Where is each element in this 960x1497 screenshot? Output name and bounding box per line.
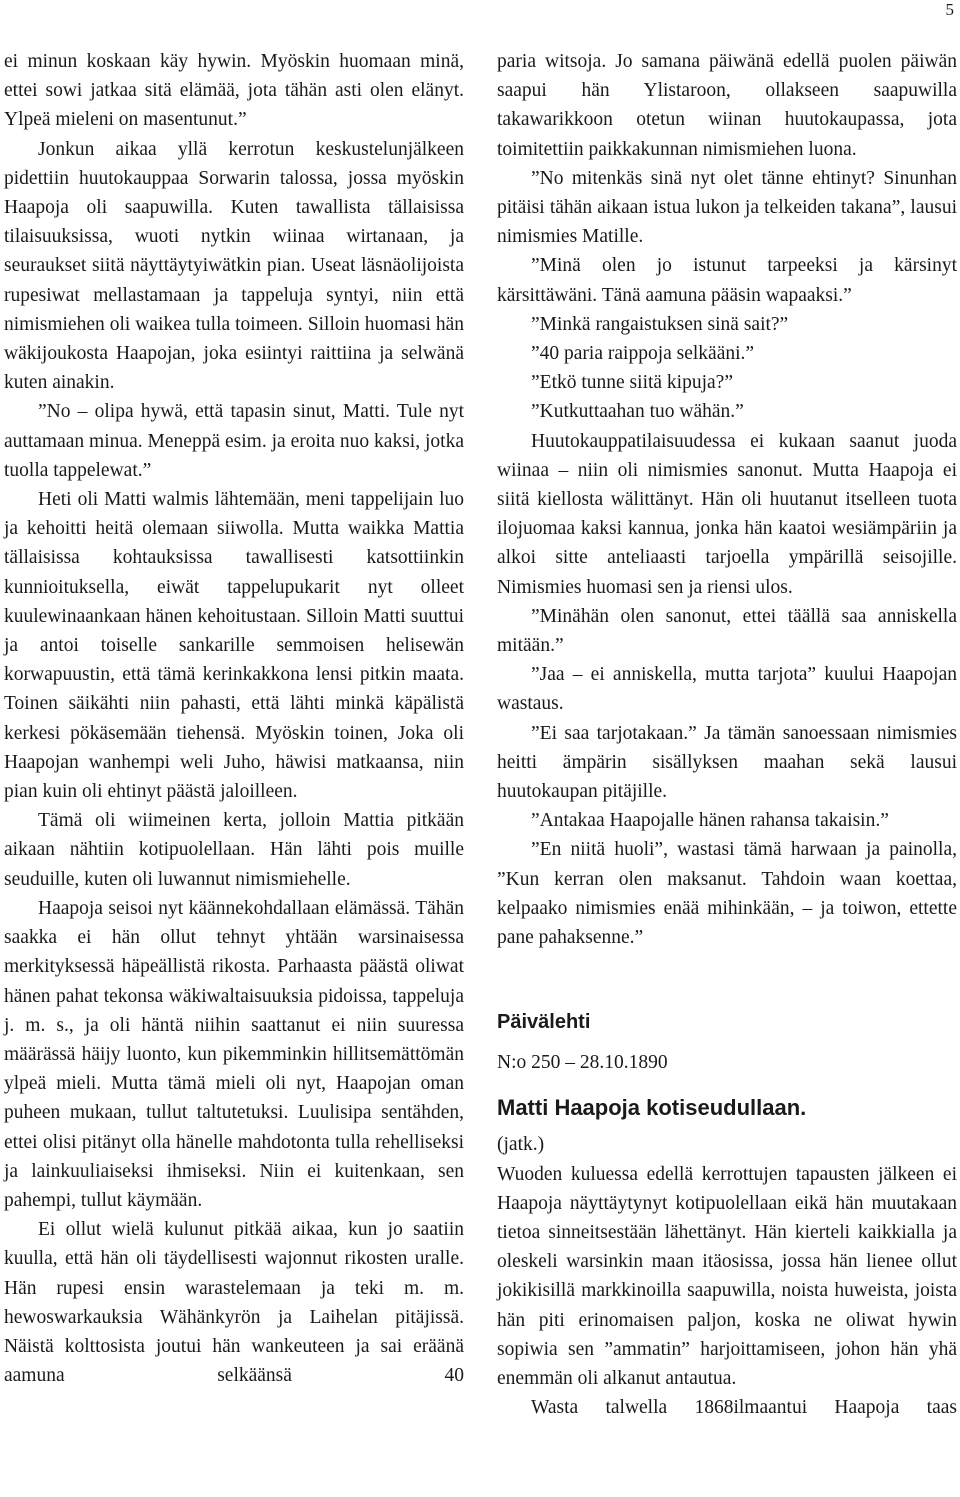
right-column [497, 47, 957, 1422]
paragraph: ei minun koskaan käy hywin. Myöskin huomaan minä, ettei sowi jatkaa sitä elämää, jota tähän asti olen elänyt. Ylpeä mieleni on masentunut.” [4, 51, 464, 131]
paragraph: paria witsoja. Jo samana päiwänä edellä puolen päiwän saapui hän Ylistaroon, ollakseen saapuwilla takawarikkoon otetun wiinan huutokaupassa, jota toimitettiin paikkakunnan nimismiehen luona. [497, 51, 957, 160]
paragraph: ”Minähän olen sanonut, ettei täällä saa anniskella mitään.” [497, 605, 957, 657]
issue-line: N:o 250 – 28.10.1890 [497, 1052, 668, 1074]
paragraph: ”Etkö tunne siitä kipuja?” [531, 372, 733, 394]
paragraph: ”No mitenkäs sinä nyt olet tänne ehtinyt? Sinunhan pitäisi tähän aikaan istua lukon ja telkeiden takana”, lausui nimismies Matille. [497, 167, 957, 248]
paragraph: Jonkun aikaa yllä kerrotun keskustelunjälkeen pidettiin huutokauppaa Sorwarin talossa, jossa myöskin Haapoja oli saapuwilla. Kuten tawallista tällaisissa tilaisuuksissa, wuoti nytkin wiinaa wirtanaan, ja seuraukset siitä näyttäytyiwätkin pian. Useat läsnäolijoista rupesiwat mellastamaan ja tappeluja syntyi, niin että nimismiehen oli waikea tulla toimeen. Silloin huomasi hän wäkijoukosta Haapojan, joka esiintyi raittiina ja selwänä kuten ainakin. [4, 138, 464, 394]
paragraph: ”En niitä huoli”, wastasi tämä harwaan ja painolla, ”Kun kerran olen maksanut. Tahdoin waan koettaa, kelpaako nimismies enää mihinkään, – ja toiwon, ettette pane pahaksenne.” [497, 839, 957, 949]
paragraph: Haapoja seisoi nyt käännekohdallaan elämässä. Tähän saakka ei hän ollut tehnyt yhtään warsinaisessa merkityksessä häpeällistä rikosta. Parhaasta päästä oliwat hänen pahat tekonsa wäkiwaltaisuuksia pidoissa, tappeluja j. m. s., ja oli häntä niihin saattanut ei niin suuressa määrässä häijy luonto, kun pikemminkin hillitsemättömän ylpeä mieli. Mutta tämä mieli oli nyt, Haapojan oman puheen mukaan, tullut taltutetuksi. Luulisipa sentähden, ettei olisi pitänyt olla hänelle mahdotonta tulla rehelliseksi ja lainkuuliaiseksi ihmiseksi. Niin ei kuitenkaan, sen pahempi, tullut käymään. [4, 897, 464, 1211]
paragraph: Tämä oli wiimeinen kerta, jolloin Mattia pitkään aikaan nähtiin kotipuolellaan. Hän lähti pois muille seuduille, kuten oli luwannut nimismiehelle. [4, 810, 464, 890]
page-number: 5 [945, 0, 954, 19]
paragraph: ”40 paria raippoja selkääni.” [531, 343, 755, 365]
paragraph: Wasta talwella 1868ilmaantui Haapoja taas [531, 1397, 957, 1419]
continued-label: (jatk.) [497, 1134, 545, 1156]
paragraph: Huutokauppatilaisuudessa ei kukaan saanut juoda wiinaa – niin oli nimismies sanonut. Mutta Haapoja ei siitä kiellosta wälittänyt. Hän oli huutanut itselleen tuota ilojuomaa kaksi kannua, jonka hän kaatoi wesiämpäriin ja alkoi sitte anteliaasti tarjoella ympärillä seisojille. Nimismies huomasi sen ja riensi ulos. [497, 430, 957, 598]
paragraph: ”Antakaa Haapojalle hänen rahansa takaisin.” [531, 810, 889, 832]
paragraph: Heti oli Matti walmis lähtemään, meni tappelijain luo ja kehoitti heitä olemaan siiwolla. Mutta waikka Mattia tällaisissa kohtauksissa tawallisesti katsottiinkin kunnioituksella, eiwät tappelupukarit nyt olleet kuulewinaankaan hänen kehoitustaan. Silloin Matti suuttui ja antoi toiselle sankarille semmoisen helisewän korwapuustin, että tämä kerinkakkona lensi pitkin maata. Toinen säikähti niin pahasti, että lähti minkä käpälistä kerkesi pökäsemään tiehensä. Myöskin toinen, Joka oli Haapojan wanhempi weli Juho, häwisi matkaansa, niin pian kuin oli ehtinyt päästä jaloilleen. [4, 489, 464, 803]
paragraph: ”Minkä rangaistuksen sinä sait?” [531, 313, 789, 335]
paragraph: ”Jaa – ei anniskella, mutta tarjota” kuului Haapojan wastaus. [497, 664, 957, 715]
paragraph: ”Kutkuttaahan tuo wähän.” [531, 401, 744, 423]
paragraph: Ei ollut wielä kulunut pitkää aikaa, kun jo saatiin kuulla, että hän oli täydellisesti wajonnut rikosten uralle. Hän rupesi ensin warastelemaan ja teki m. m. hewoswarkauksia Wähänkyrön ja Laihelan pitäjissä. Näistä kolttosista joutui hän wankeuteen ja sai eräänä aamuna selkäänsä 40 [4, 1219, 464, 1387]
newspaper-name: Päivälehti [497, 1011, 591, 1034]
paragraph: ”Ei saa tarjotakaan.” Ja tämän sanoessaan nimismies heitti ämpärin sisällyksen maahan sekä lausui huutokaupan pitäjille. [497, 722, 957, 803]
paragraph: Wuoden kuluessa edellä kerrottujen tapausten jälkeen ei Haapoja näyttäytynyt kotipuolellaan eikä hän muutakaan tietoa sinneitsestään lähettänyt. Hän kierteli kaikkialla ja oleskeli warsinkin maan itäosissa, jossa hän lienee ollut jokikisillä markkinoilla saapuwilla, noista huweista, joista hän piti erinomaisen paljon, koska ne oliwat hywin sopiwia sen ”ammatin” harjoittamiseen, johon hän yhä enemmän oli alkanut antautua. [497, 1163, 957, 1389]
left-column [4, 47, 464, 1390]
paragraph: ”Minä olen jo istunut tarpeeksi ja kärsinyt kärsittäwäni. Tänä aamuna pääsin wapaaksi.” [497, 255, 957, 306]
paragraph: ”No – olipa hywä, että tapasin sinut, Matti. Tule nyt auttamaan minua. Meneppä esim. ja eroita nuo kaksi, jotka tuolla tappelewat.” [4, 401, 464, 481]
article-title: Matti Haapoja kotiseudullaan. [497, 1095, 807, 1121]
